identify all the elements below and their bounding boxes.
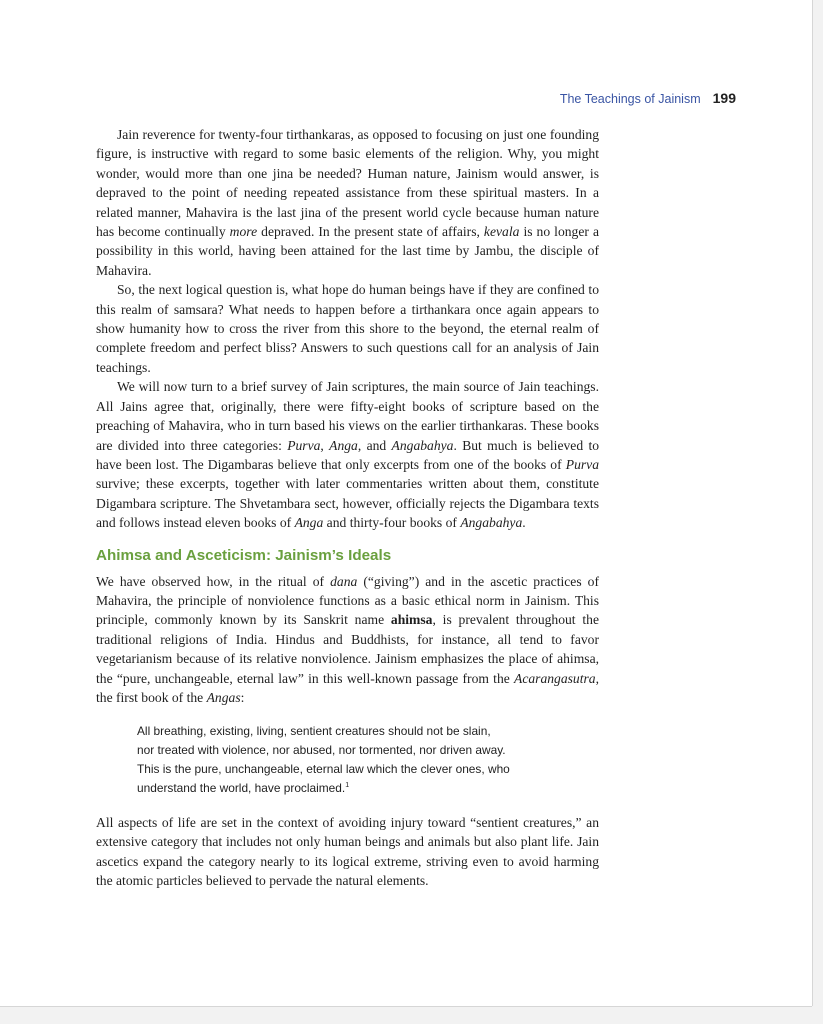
text-run: (“giving”) and in the ascetic practices of Mahavira, the principle of nonviolence functions as a basic ethical norm in Jainism. This principle, commonly known by its Sanskrit name <box>96 573 599 628</box>
text-run: , <box>320 437 330 453</box>
footnote-marker: 1 <box>345 782 350 790</box>
emphasized-term: Purva <box>565 456 599 472</box>
page-edge-shadow <box>812 0 813 1006</box>
emphasized-term: Angas <box>206 689 241 705</box>
block-quote <box>96 722 599 798</box>
paragraph-scriptures <box>96 377 599 532</box>
page-number: 199 <box>712 90 736 106</box>
emphasized-term: Anga <box>329 437 358 453</box>
emphasized-term: Angabahya <box>391 437 454 453</box>
quote-line: nor treated with violence, nor abused, nor tormented, nor driven away. <box>137 743 506 758</box>
quote-line-text: understand the world, have proclaimed. <box>137 781 346 796</box>
text-run: and thirty-four books of <box>323 515 461 531</box>
text-run: . <box>522 515 526 531</box>
text-run: So, the next logical question is, what hope do human beings have if they are confined to this realm of samsara? What needs to happen before a tirthankara once again appears to show humanity how to cross the river from this shore to the beyond, the eternal realm of complete freedom and perfect bliss? Answers to such questions call for an analysis of Jain teachings. <box>96 282 599 375</box>
emphasized-term: more <box>229 224 258 240</box>
text-run: All aspects of life are set in the context of avoiding injury toward “sentient creatures,” an extensive category that includes not only human beings and animals but also plant life. Jain ascetics expand the category nearly to its logical extreme, striving even to avoid harming the atomic particles believed to pervade the natural elements. <box>96 815 599 889</box>
text-run: depraved. In the present state of affairs, <box>257 224 484 240</box>
emphasized-term: dana <box>330 573 358 589</box>
quote-line: This is the pure, unchangeable, eternal law which the clever ones, who <box>137 762 510 777</box>
page-edge-shadow <box>0 1006 812 1007</box>
section-heading: Ahimsa and Asceticism: Jainism’s Ideals <box>96 546 392 564</box>
paragraph-samsara <box>96 280 599 377</box>
text-run: We have observed how, in the ritual of <box>96 573 331 589</box>
paragraph-tirthankaras <box>96 125 599 280</box>
emphasized-term: kevala <box>483 224 520 240</box>
page-header <box>560 90 736 106</box>
text-run: . But much is believed to have been lost. The Digambaras believe that only excerpts from one of the books of <box>96 437 600 472</box>
emphasized-term: Angabahya <box>460 515 523 531</box>
page-body <box>96 125 599 891</box>
quote-line: All breathing, existing, living, sentient creatures should not be slain, <box>137 724 491 739</box>
bold-term: ahimsa <box>390 612 433 628</box>
running-head: The Teachings of Jainism <box>559 92 701 106</box>
quote-line <box>137 779 559 798</box>
emphasized-term: Anga <box>294 515 324 531</box>
text-run: survive; these excerpts, together with later commentaries written about them, constitute Digambara scripture. The Shvetambara sect, however, officially rejects the Digambara texts and follows instead eleven books of <box>96 476 599 531</box>
emphasized-term: Purva <box>287 437 321 453</box>
paragraph-ahimsa <box>96 572 599 708</box>
text-run: , is prevalent throughout the traditional religions of India. Hindus and Buddhists, for instance, all tend to favor vegetarianism because of its relative nonviolence. Jainism emphasizes the place of ahimsa, the “pure, unchangeable, eternal law” in this well-known passage from the <box>96 612 599 686</box>
text-run: We will now turn to a brief survey of Jain scriptures, the main source of Jain teachings. All Jains agree that, originally, there were fifty-eight books of scripture based on the preaching of Mahavira, who in turn based his views on the earlier tirthankaras. These books are divided into three categories: <box>96 379 599 453</box>
text-run: , and <box>357 437 392 453</box>
text-run: : <box>240 689 245 705</box>
paragraph-sentient-creatures <box>96 813 599 891</box>
text-run: Jain reverence for twenty-four tirthankaras, as opposed to focusing on just one founding figure, is instructive with regard to some basic elements of the religion. Why, you might wonder, would more than one jina be needed? Human nature, Jainism would answer, is depraved to the point of needing repeated assistance from these spiritual masters. In a related manner, Mahavira is the last jina of the present world cycle because human nature has become continually <box>96 127 599 240</box>
text-run: is no longer a possibility in this world, having been attained for the last time by Jambu, the disciple of Mahavira. <box>96 224 599 278</box>
emphasized-term: Acarangasutra <box>514 670 596 686</box>
text-run: , the first book of the <box>96 670 599 705</box>
